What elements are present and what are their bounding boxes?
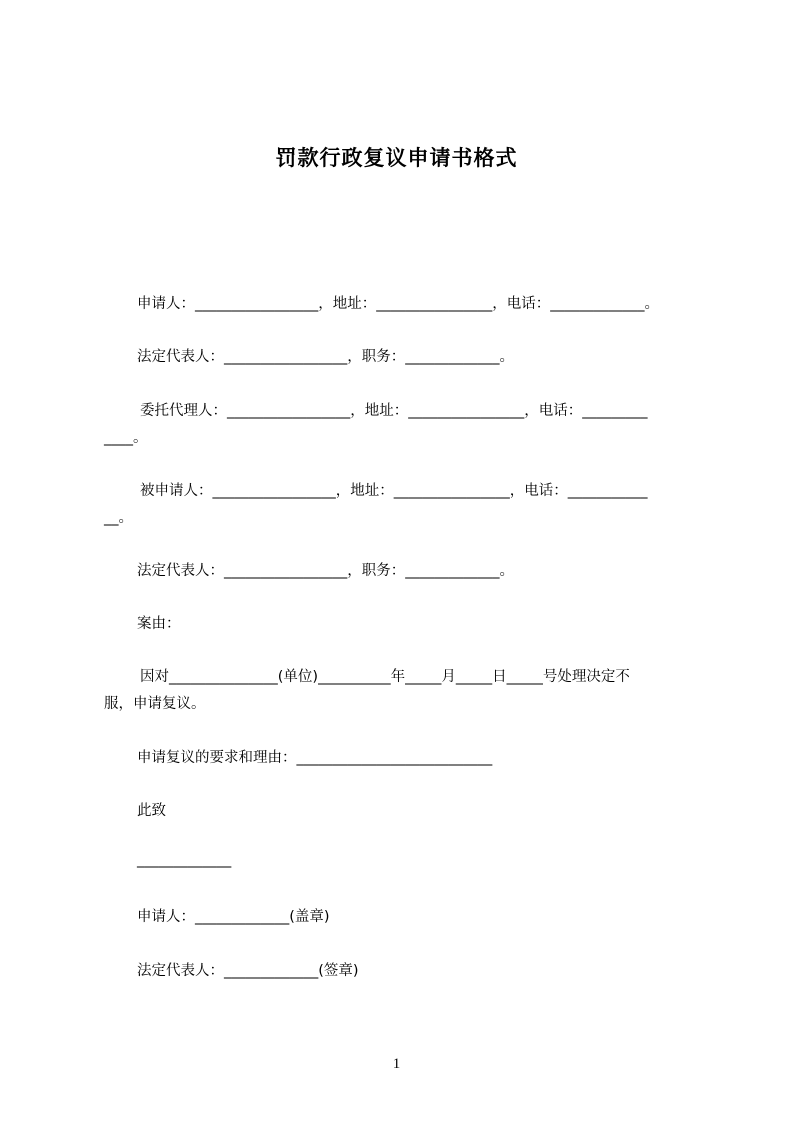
respondent-legal-representative-line: 法定代表人：_________________，职务：_____________。 [137,563,514,579]
legal-representative-line: 法定代表人：_________________，职务：_____________。 [137,349,514,365]
decision-line-continuation: 服，申请复议。 [104,696,206,712]
respondent-line-continuation: __。 [104,510,133,526]
applicant-line: 申请人：_________________，地址：________________，电话：_____________。 [137,296,659,312]
legal-representative-signature-line: 法定代表人：_____________(签章) [137,963,359,979]
respondent-line: 被申请人：_________________，地址：________________，电话：___________ [140,483,648,499]
salutation-line: 此致 [137,803,166,819]
addressee-blank-line: _____________ [137,852,232,868]
applicant-seal-line: 申请人：_____________(盖章) [137,909,330,925]
document-title: 罚款行政复议申请书格式 [275,146,518,170]
agent-line-continuation: ____。 [104,430,148,446]
request-reason-line: 申请复议的要求和理由：___________________________ [137,750,493,766]
case-cause-line: 案由： [137,616,181,632]
page-number: 1 [392,1056,401,1072]
agent-line: 委托代理人：_________________，地址：________________，电话：_________ [140,403,648,419]
decision-line: 因对_______________(单位)__________年_____月_____日_____号处理决定不 [140,669,630,685]
